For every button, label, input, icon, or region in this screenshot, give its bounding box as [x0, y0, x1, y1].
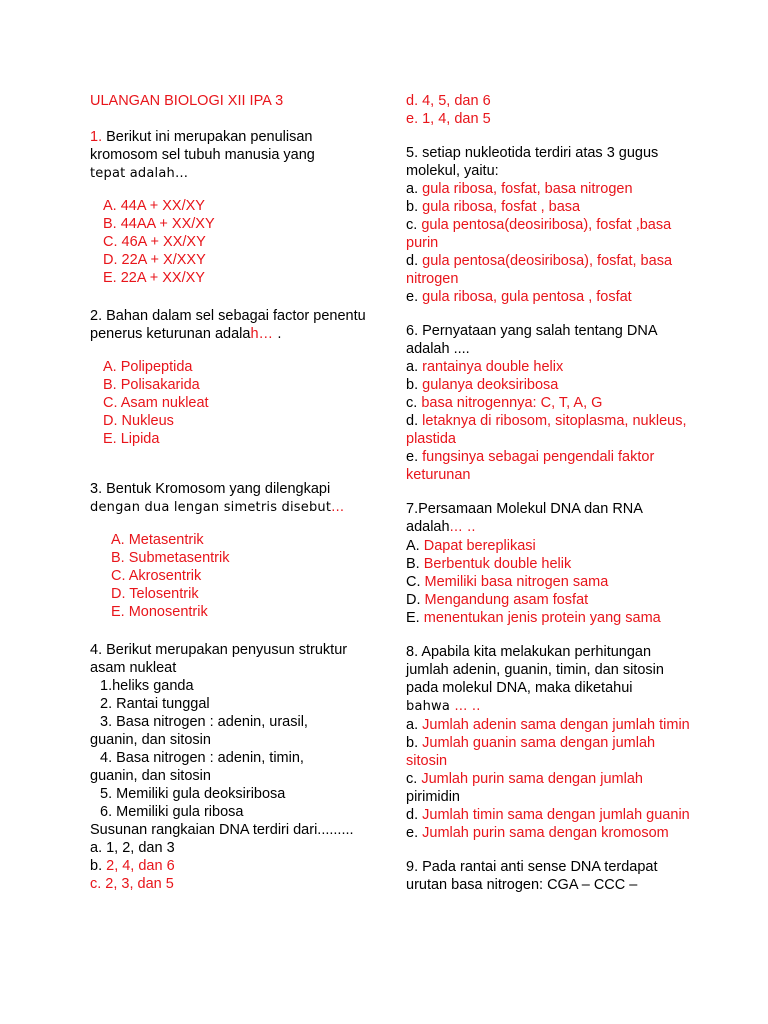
q2-option-d[interactable]: D. Nukleus — [103, 413, 174, 429]
q8-option-c[interactable]: c. Jumlah purin sama dengan jumlah — [406, 771, 643, 787]
question-2 — [90, 307, 370, 448]
q8-option-b[interactable]: b. Jumlah guanin sama dengan jumlah sitosin — [406, 735, 656, 769]
q8-option-a[interactable]: a. Jumlah adenin sama dengan jumlah timin — [406, 717, 690, 733]
q5-option-a[interactable]: a. gula ribosa, fosfat, basa nitrogen — [406, 181, 633, 197]
q7-option-d[interactable]: D. Mengandung asam fosfat — [406, 592, 589, 608]
q1-number: 1. — [90, 129, 103, 145]
q1-options — [90, 197, 370, 287]
q4-option-e[interactable]: e. 1, 4, dan 5 — [406, 111, 491, 127]
page-title: ULANGAN BIOLOGI XII IPA 3 — [90, 93, 284, 109]
q2-options — [90, 358, 370, 448]
q8-option-d[interactable]: d. Jumlah timin sama dengan jumlah guanin — [406, 807, 690, 823]
q3-text-2: dengan dua lengan simetris disebut — [90, 500, 332, 515]
q3-option-c[interactable]: C. Akrosentrik — [111, 568, 202, 584]
q5-option-c[interactable]: c. gula pentosa(deosiribosa), fosfat ,basa purin — [406, 217, 672, 251]
q3-option-e[interactable]: E. Monosentrik — [111, 604, 208, 620]
q7-option-c[interactable]: C. Memiliki basa nitrogen sama — [406, 574, 609, 590]
q4-option-b-prefix: b. — [90, 858, 107, 874]
question-4-continued — [406, 92, 696, 128]
q2-option-e[interactable]: E. Lipida — [103, 431, 160, 447]
question-9 — [406, 858, 696, 894]
q6-option-d[interactable]: d. letaknya di ribosom, sitoplasma, nukleus, plastida — [406, 413, 687, 447]
q8-text: 8. Apabila kita melakukan perhitungan jumlah adenin, guanin, timin, dan sitosin pada molekul DNA, maka diketahui — [406, 644, 664, 696]
question-1 — [90, 128, 370, 287]
q7-option-b[interactable]: B. Berbentuk double helik — [406, 556, 572, 572]
q3-option-a[interactable]: A. Metasentrik — [111, 532, 204, 548]
right-column — [406, 92, 696, 910]
q6-option-a[interactable]: a. rantainya double helix — [406, 359, 564, 375]
q1-option-a[interactable]: A. 44A + XX/XY — [103, 198, 205, 214]
q6-option-e[interactable]: e. fungsinya sebagai pengendali faktor keturunan — [406, 449, 655, 483]
q7-text-2-red: … .. — [449, 520, 476, 535]
q3-option-d[interactable]: D. Telosentrik — [111, 586, 199, 602]
q4-option-a[interactable]: a. 1, 2, dan 3 — [90, 840, 175, 856]
question-6 — [406, 322, 696, 484]
question-8 — [406, 643, 696, 842]
q7-option-a[interactable]: A. Dapat bereplikasi — [406, 538, 536, 554]
q4-item-3-cont: guanin, dan sitosin — [90, 732, 211, 748]
question-3 — [90, 480, 370, 621]
q4-stem: Susunan rangkaian DNA terdiri dari......... — [90, 822, 354, 838]
q4-item-1: 1.heliks ganda — [100, 678, 194, 694]
question-4 — [90, 641, 370, 893]
q2-text-dot: . — [273, 327, 282, 342]
q3-text-2-red: … — [331, 500, 345, 515]
q5-option-b[interactable]: b. gula ribosa, fosfat , basa — [406, 199, 581, 215]
q7-option-e[interactable]: E. menentukan jenis protein yang sama — [406, 610, 661, 626]
q6-option-b[interactable]: b. gulanya deoksiribosa — [406, 377, 559, 393]
q5-option-d[interactable]: d. gula pentosa(deosiribosa), fosfat, basa nitrogen — [406, 253, 673, 287]
q4-text: 4. Berikut merupakan penyusun struktur asam nukleat — [90, 642, 348, 676]
q7-text-1: 7.Persamaan Molekul DNA dan RNA — [406, 501, 643, 517]
q1-tail: tepat adalah… — [90, 166, 189, 181]
q3-text-1: 3. Bentuk Kromosom yang dilengkapi — [90, 481, 331, 497]
q5-text: 5. setiap nukleotida terdiri atas 3 gugus molekul, yaitu: — [406, 145, 659, 179]
q4-item-5: 5. Memiliki gula deoksiribosa — [100, 786, 286, 802]
q1-option-b[interactable]: B. 44AA + XX/XY — [103, 216, 215, 232]
q4-option-b[interactable] — [90, 857, 370, 875]
q9-text: 9. Pada rantai anti sense DNA terdapat urutan basa nitrogen: CGA – CCC – — [406, 859, 658, 893]
left-column — [90, 92, 370, 911]
q1-option-c[interactable]: C. 46A + XX/XY — [103, 234, 206, 250]
q4-item-4-cont: guanin, dan sitosin — [90, 768, 211, 784]
q8-option-e[interactable]: e. Jumlah purin sama dengan kromosom — [406, 825, 669, 841]
question-5 — [406, 144, 696, 306]
q4-item-2: 2. Rantai tunggal — [100, 696, 210, 712]
q1-option-e[interactable]: E. 22A + XX/XY — [103, 270, 205, 286]
q4-item-6: 6. Memiliki gula ribosa — [100, 804, 244, 820]
q8-tail-red: … .. — [450, 699, 481, 714]
q2-option-a[interactable]: A. Polipeptida — [103, 359, 193, 375]
question-7 — [406, 500, 696, 627]
q8-option-c-cont: pirimidin — [406, 789, 460, 805]
q6-text: 6. Pernyataan yang salah tentang DNA adalah .... — [406, 323, 657, 357]
q5-option-e[interactable]: e. gula ribosa, gula pentosa , fosfat — [406, 289, 632, 305]
q2-option-b[interactable]: B. Polisakarida — [103, 377, 200, 393]
q4-option-d[interactable]: d. 4, 5, dan 6 — [406, 93, 491, 109]
q4-item-3: 3. Basa nitrogen : adenin, urasil, — [100, 714, 308, 730]
q1-option-d[interactable]: D. 22A + X/XXY — [103, 252, 206, 268]
q8-tail: bahwa — [406, 699, 451, 714]
q4-option-c[interactable]: c. 2, 3, dan 5 — [90, 876, 174, 892]
q7-text-2: adalah — [406, 519, 450, 535]
q3-options — [90, 531, 370, 621]
q1-text: Berikut ini merupakan penulisan kromosom sel tubuh manusia yang — [90, 129, 315, 163]
q2-text-red: h… — [250, 326, 274, 342]
q3-option-b[interactable]: B. Submetasentrik — [111, 550, 230, 566]
q2-text: 2. Bahan dalam sel sebagai factor penentu penerus keturunan adala — [90, 308, 366, 342]
q4-option-b-text: 2, 4, dan 6 — [106, 858, 175, 874]
q4-item-4: 4. Basa nitrogen : adenin, timin, — [100, 750, 304, 766]
q6-option-c[interactable]: c. basa nitrogennya: C, T, A, G — [406, 395, 603, 411]
q2-option-c[interactable]: C. Asam nukleat — [103, 395, 209, 411]
